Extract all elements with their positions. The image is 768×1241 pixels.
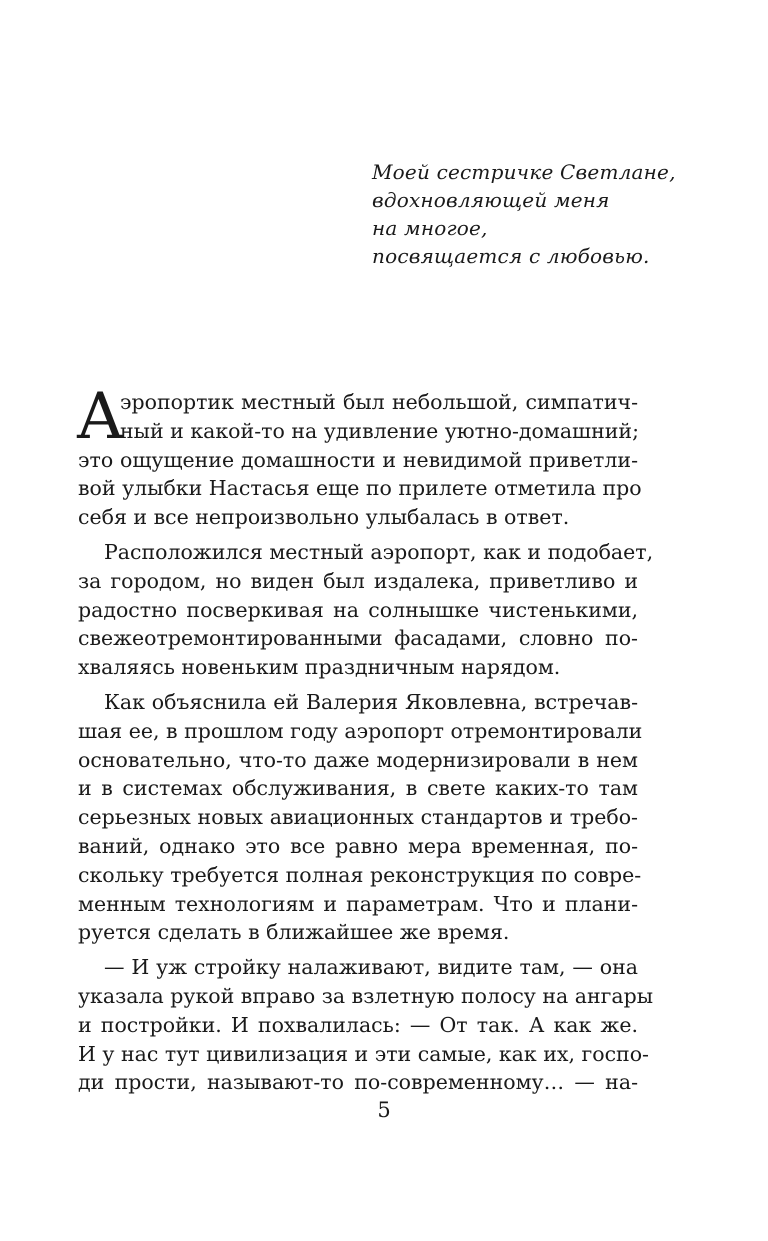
epigraph [372,158,676,270]
text-line: руется сделать в ближайшее же время. [78,920,510,945]
text-line: ди прости, называют-то по-современному… — на- [78,1070,638,1095]
text-line: Расположился местный аэропорт, как и подобает, [104,539,654,564]
text-line: ваний, однако это все равно мера временная, по- [78,833,638,858]
paragraph [78,388,642,532]
text-line: себя и все непроизвольно улыбалась в ответ. [78,505,570,530]
epigraph-line: вдохновляющей меня [372,188,610,212]
text-line: за городом, но виден был издалека, приветливо и [78,568,638,593]
text-line: скольку требуется полная реконструкция по совре- [78,862,642,887]
paragraph [78,953,654,1097]
body-text [78,388,654,1097]
text-line: и в системах обслуживания, в свете каких-то там [78,776,638,801]
text-line: основательно, что-то даже модернизировали в нем [78,747,638,772]
text-line: ный и какой-то на удивление уютно-домашний; [120,418,640,443]
page-number: 5 [377,1098,391,1122]
drop-cap: А [76,380,125,454]
paragraph [78,688,643,947]
text-line: менным технологиям и параметрам. Что и плани- [78,891,638,916]
text-line: свежеотремонтированными фасадами, словно по- [78,626,638,651]
epigraph-line: Моей сестричке Светлане, [372,160,676,184]
text-line: И у нас тут цивилизация и эти самые, как их, госпо- [78,1041,649,1066]
text-line: и постройки. И похвалилась: — От так. А как же. [78,1012,638,1037]
epigraph-line: на многое, [372,216,488,240]
text-line: серьезных новых авиационных стандартов и требо- [78,805,638,830]
text-line: вой улыбки Настасья еще по прилете отметила про [78,476,642,501]
text-line: эропортик местный был небольшой, симпатич- [120,390,638,414]
paragraph [78,538,654,682]
text-line: шая ее, в прошлом году аэропорт отремонтировали [78,718,643,743]
text-line: радостно посверкивая на солнышке чистенькими, [78,597,638,622]
text-line: хваляясь новеньким праздничным нарядом. [78,655,561,680]
text-line: это ощущение домашности и невидимой приветли- [78,447,638,472]
text-line: указала рукой вправо за взлетную полосу на ангары [78,983,654,1008]
text-line: — И уж стройку налаживают, видите там, — она [104,955,638,980]
epigraph-line: посвящается с любовью. [372,244,650,268]
text-line: Как объяснила ей Валерия Яковлевна, встречав- [104,689,638,714]
